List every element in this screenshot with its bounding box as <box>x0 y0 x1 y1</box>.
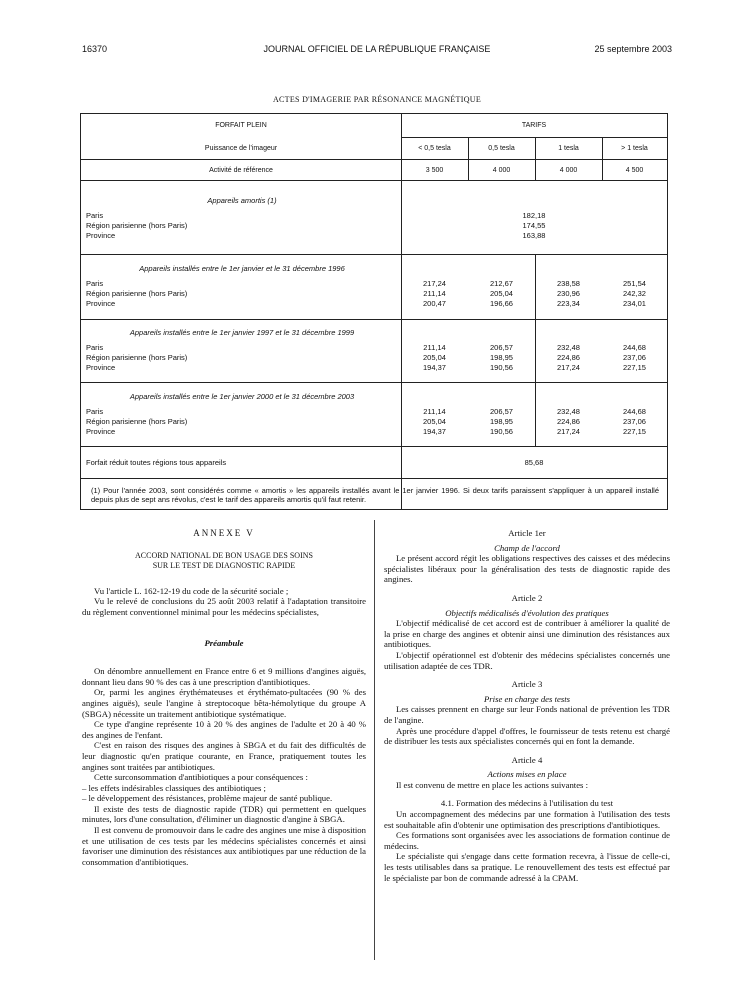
section-2000-heading: Appareils installés entre le 1er janvier 2000 et le 31 décembre 2003 <box>129 392 355 401</box>
value-cell: 211,14 <box>423 407 446 416</box>
article-heading: Article 1er <box>508 528 546 538</box>
value-cell: 205,04 <box>490 289 513 298</box>
value-cell: Province <box>86 363 116 372</box>
paragraph: Un accompagnement des médecins par une formation à l'utilisation des tests est souhaitable afin d'obtenir une optimisation des prescriptions d'antibiotiques. <box>384 809 670 830</box>
tarifs-header: TARIFS <box>521 122 547 129</box>
region-label <box>86 211 394 221</box>
s3-col1 <box>401 407 468 437</box>
article-subtitle: Champ de l'accord <box>494 542 560 553</box>
value-cell: 232,48 <box>557 343 580 352</box>
value-cell: 211,14 <box>423 289 446 298</box>
column-divider <box>374 520 375 960</box>
s2-col1 <box>401 343 468 373</box>
accord-title-2: SUR LE TEST DE DIAGNOSTIC RAPIDE <box>152 561 296 571</box>
forfait-reduit-value: 85,68 <box>524 458 544 467</box>
value-cell: Paris <box>86 407 104 416</box>
value-cell: 196,66 <box>490 299 513 308</box>
region-label <box>86 353 394 363</box>
section-1996-heading: Appareils installés entre le 1er janvier et le 31 décembre 1996 <box>139 264 345 273</box>
s2-col2 <box>468 343 535 373</box>
value-cell: 190,56 <box>490 427 513 436</box>
paragraph: Il existe des tests de diagnostic rapide (TDR) qui permettent en quelques minutes, lors d'une consultation, d'éliminer un diagnostic d'angine à SBGA. <box>82 803 366 825</box>
forfait-reduit-label <box>86 458 394 468</box>
value-cell: 244,68 <box>623 343 646 352</box>
left-column <box>82 528 366 867</box>
activite-val: 3 500 <box>425 167 444 174</box>
s2-col4 <box>602 343 667 373</box>
paragraph: Le spécialiste qui s'engage dans cette formation recevra, à l'issue de celle-ci, les tests utilisables dans sa pratique. Le renouvellement des tests est effectué par le spécialiste par bon de commande adressé à la CPAM. <box>384 851 670 883</box>
paragraph: Vu le relevé de conclusions du 25 août 2003 relatif à l'adaptation transitoire du règlement conventionnel minimal pour les médecins spécialistes, <box>82 596 366 617</box>
value-cell: 242,32 <box>623 289 646 298</box>
article-heading: Article 3 <box>511 679 543 690</box>
page-header <box>82 44 672 58</box>
section-1997-heading: Appareils installés entre le 1er janvier 1997 et le 31 décembre 1999 <box>129 328 355 337</box>
value-cell: 194,37 <box>423 427 446 436</box>
right-column <box>384 528 670 883</box>
value-cell: 174,55 <box>522 221 546 230</box>
article-subtitle: Actions mises en place <box>487 769 567 780</box>
publication-date: 25 septembre 2003 <box>594 44 672 54</box>
s1-col1 <box>401 279 468 309</box>
value-cell: 217,24 <box>557 427 580 436</box>
value-cell: 211,14 <box>423 343 446 352</box>
value-cell: 237,06 <box>623 417 646 426</box>
paragraph: Or, parmi les angines érythémateuses et érythémato-pultacées (90 % des angines aiguës), seule l'angine à streptocoque bêta-hémolytique du groupe A (SBGA) nécessite un traitement antibiotique systématique. <box>82 687 366 719</box>
paragraph: Les caisses prennent en charge sur leur Fonds national de prévention les TDR de l'angine. <box>384 704 670 725</box>
value-cell: Région parisienne (hors Paris) <box>86 221 188 230</box>
paragraph: Il est convenu de mettre en place les actions suivantes : <box>396 779 589 790</box>
value-cell: 190,56 <box>490 363 513 372</box>
value-cell: Province <box>86 427 116 436</box>
value-cell: 194,37 <box>423 363 446 372</box>
puissance-label: Puissance de l'imageur <box>204 145 278 152</box>
region-label <box>86 289 394 299</box>
page-number: 16370 <box>82 44 108 54</box>
value-cell: Région parisienne (hors Paris) <box>86 353 188 362</box>
col-gt-1: > 1 tesla <box>621 145 648 152</box>
paragraph: Ce type d'angine représente 10 à 20 % des angines de l'adulte et 20 à 40 % des angines de l'enfant. <box>82 719 366 740</box>
value-cell: Paris <box>86 279 104 288</box>
value-cell: 206,57 <box>490 343 513 352</box>
value-cell: 223,34 <box>557 299 580 308</box>
value-cell: 230,96 <box>557 289 580 298</box>
value-cell: Paris <box>86 211 104 220</box>
value-cell: 237,06 <box>623 353 646 362</box>
col-1: 1 tesla <box>558 145 579 152</box>
value-cell: Paris <box>86 343 104 352</box>
col-05: 0,5 tesla <box>488 145 515 152</box>
paragraph: Ces formations sont organisées avec les associations de formation continue de médecins. <box>384 830 670 851</box>
s3-col2 <box>468 407 535 437</box>
s1-col2 <box>468 279 535 309</box>
amortis-values <box>401 211 667 241</box>
amortis-heading: Appareils amortis (1) <box>207 196 277 205</box>
paragraph: Cette surconsommation d'antibiotiques a pour conséquences : <box>94 772 308 783</box>
activite-val: 4 000 <box>492 167 511 174</box>
value-cell: 227,15 <box>623 427 646 436</box>
accord-title-1: ACCORD NATIONAL DE BON USAGE DES SOINS <box>135 550 313 560</box>
value-cell: 234,01 <box>623 299 646 308</box>
paragraph: On dénombre annuellement en France entre 6 et 9 millions d'angines aiguës, donnant lieu dans 90 % des cas à une prescription d'antibiotiques. <box>82 666 366 687</box>
value-cell: 232,48 <box>557 407 580 416</box>
activite-val: 4 000 <box>559 167 578 174</box>
s3-col4 <box>602 407 667 437</box>
region-label <box>86 427 394 437</box>
article-heading: Article 4 <box>511 754 543 765</box>
paragraph: Vu l'article L. 162-12-19 du code de la sécurité sociale ; <box>94 585 289 596</box>
region-label <box>86 299 394 309</box>
preambule-heading: Préambule <box>204 637 244 648</box>
tariff-table <box>80 113 668 510</box>
region-label <box>86 221 394 231</box>
col-lt-05: < 0,5 tesla <box>418 145 451 152</box>
annexe-title: ANNEXE V <box>193 528 255 538</box>
article-heading: Article 2 <box>511 592 543 603</box>
activite-label: Activité de référence <box>209 167 273 174</box>
paragraph: Il est convenu de promouvoir dans le cadre des angines une mise à disposition et une utilisation de ces tests par les médecins spécialistes concernés et ainsi favoriser une diminution des résistances aux antibiotiques par une réduction de la consommation d'antibiotiques. <box>82 825 366 867</box>
value-cell: 251,54 <box>623 279 646 288</box>
region-label <box>86 363 394 373</box>
value-cell: 217,24 <box>557 363 580 372</box>
value-cell: 224,86 <box>557 417 580 426</box>
table-footnote: (1) Pour l'année 2003, sont considérés comme « amortis » les appareils installés avant le 1er janvier 1996. Si deux tarifs paraissent s'appliquer à un appareil installé depuis plus de sept ans révolus, c'est le tarif des appareils amortis qu'il faut retenir. <box>91 486 659 504</box>
value-cell: 244,68 <box>623 407 646 416</box>
value-cell: 217,24 <box>423 279 446 288</box>
region-label <box>86 417 394 427</box>
value-cell: 163,88 <box>522 231 546 240</box>
value-cell: Forfait réduit toutes régions tous appareils <box>86 458 227 467</box>
paragraph: C'est en raison des risques des angines à SBGA et du fait des difficultés de leur diagnostic qu'en pratique courante, en France, pratiquement toutes les angines sont traitées par antibiotiques. <box>82 740 366 772</box>
value-cell: 200,47 <box>423 299 446 308</box>
value-cell: Région parisienne (hors Paris) <box>86 289 188 298</box>
region-label <box>86 343 394 353</box>
forfait-plein-header: FORFAIT PLEIN <box>215 122 267 129</box>
value-cell: 205,04 <box>423 353 446 362</box>
list-item: – les effets indésirables classiques des antibiotiques ; <box>82 782 266 793</box>
value-cell: 238,58 <box>557 279 580 288</box>
subsection-heading: 4.1. Formation des médecins à l'utilisation du test <box>440 798 614 809</box>
paragraph: L'objectif opérationnel est d'obtenir des médecins spécialistes concernés une utilisation adaptée de ces TDR. <box>384 649 670 671</box>
journal-title: JOURNAL OFFICIEL DE LA RÉPUBLIQUE FRANÇAISE <box>263 44 491 54</box>
value-cell: 224,86 <box>557 353 580 362</box>
article-subtitle: Objectifs médicalisés d'évolution des pratiques <box>445 607 609 618</box>
list-item: – le développement des résistances, problème majeur de santé publique. <box>82 793 333 804</box>
paragraph: Le présent accord régit les obligations respectives des caisses et des médecins spécialistes libéraux pour la généralisation des tests de diagnostic rapide des angines. <box>384 553 670 585</box>
s3-col3 <box>535 407 602 437</box>
value-cell: Province <box>86 231 116 240</box>
paragraph: Après une procédure d'appel d'offres, le fournisseur de tests retenu est chargé de distribuer les tests aux spécialistes concernés qui en font la demande. <box>384 725 670 747</box>
value-cell: 227,15 <box>623 363 646 372</box>
value-cell: 198,95 <box>490 417 513 426</box>
value-cell: Région parisienne (hors Paris) <box>86 417 188 426</box>
region-label <box>86 231 394 241</box>
paragraph: L'objectif médicalisé de cet accord est de contribuer à améliorer la qualité de la prise en charge des angines et obtenir ainsi une diminution des résistances aux antibiotiques. <box>384 618 670 650</box>
value-cell: 205,04 <box>423 417 446 426</box>
s1-col3 <box>535 279 602 309</box>
value-cell: Province <box>86 299 116 308</box>
value-cell: 182,18 <box>522 211 546 220</box>
region-label <box>86 279 394 289</box>
region-label <box>86 407 394 417</box>
s1-col4 <box>602 279 667 309</box>
value-cell: 206,57 <box>490 407 513 416</box>
value-cell: 212,67 <box>490 279 513 288</box>
article-subtitle: Prise en charge des tests <box>483 693 571 704</box>
value-cell: 198,95 <box>490 353 513 362</box>
table-title: ACTES D'IMAGERIE PAR RÉSONANCE MAGNÉTIQUE <box>272 95 482 104</box>
s2-col3 <box>535 343 602 373</box>
activite-val: 4 500 <box>625 167 644 174</box>
